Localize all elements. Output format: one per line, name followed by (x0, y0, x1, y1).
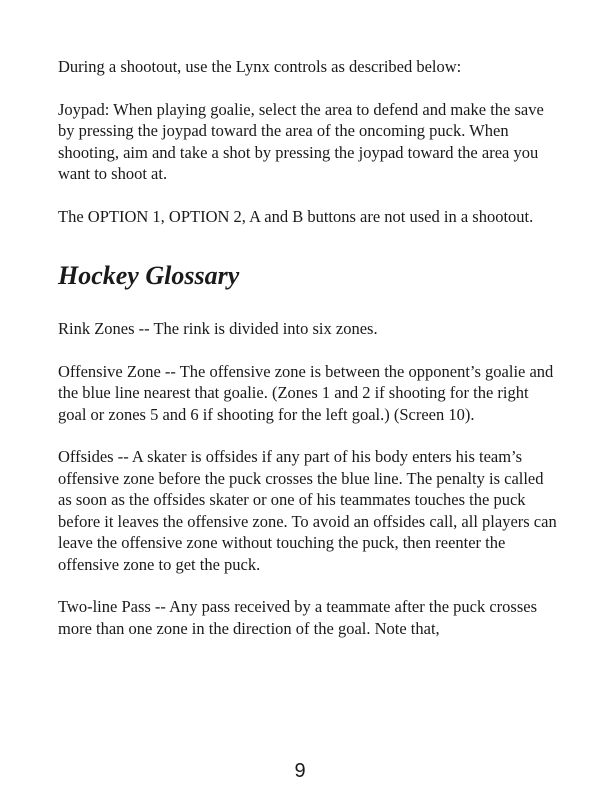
glossary-heading: Hockey Glossary (58, 261, 240, 290)
glossary-entry-offsides: Offsides -- A skater is offsides if any part of his body enters his team’s offensive zone before the puck crosses the blue line. The penalty is called as soon as the offsides skater or one of his teammates touches the puck before it leaves the offensive zone. To avoid an offsides call, all players can leave the offensive zone without touching the puck, then reenter the offensive zone to get the puck. (58, 447, 557, 574)
joypad-paragraph: Joypad: When playing goalie, select the area to defend and make the save by pressing the joypad toward the area of the oncoming puck. When shooting, aim and take a shot by pressing the joypad toward the area you want to shoot at. (58, 99, 544, 183)
glossary-entry-rink-zones: Rink Zones -- The rink is divided into six zones. (58, 319, 378, 338)
manual-page (58, 56, 558, 660)
glossary-entry-two-line-pass: Two-line Pass -- Any pass received by a teammate after the puck crosses more than one zone in the direction of the goal. Note that, (58, 597, 538, 638)
shootout-intro: During a shootout, use the Lynx controls as described below: (58, 57, 462, 76)
buttons-paragraph: The OPTION 1, OPTION 2, A and B buttons are not used in a shootout. (58, 206, 534, 226)
glossary-entry-offensive-zone: Offensive Zone -- The offensive zone is between the opponent’s goalie and the blue line nearest that goalie. (Zones 1 and 2 if shooting for the right goal or zones 5 and 6 if shooting for the left goal.) (Screen 10). (58, 361, 554, 424)
page-number: 9 (294, 760, 306, 782)
